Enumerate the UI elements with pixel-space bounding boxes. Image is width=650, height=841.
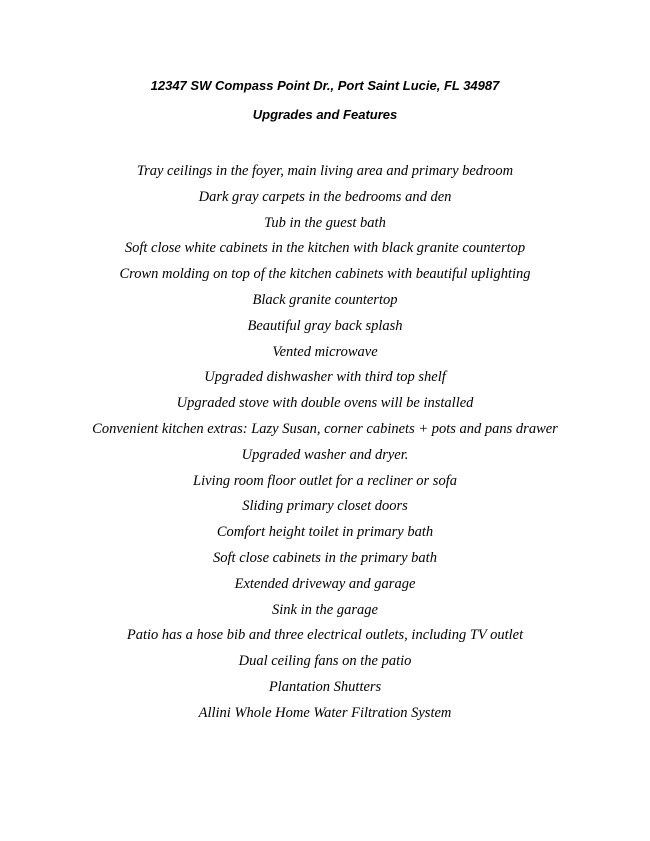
feature-item: Sliding primary closet doors [242,498,408,515]
feature-item: Soft close white cabinets in the kitchen with black granite countertop [124,240,526,257]
feature-item: Upgraded stove with double ovens will be installed [176,395,474,412]
feature-item: Sink in the garage [272,601,378,618]
feature-item: Dark gray carpets in the bedrooms and den [198,188,452,205]
feature-item: Allini Whole Home Water Filtration System [198,704,452,721]
feature-item: Soft close cabinets in the primary bath [213,549,437,566]
property-address: 12347 SW Compass Point Dr., Port Saint Lucie, FL 34987 [150,78,500,93]
feature-item: Beautiful gray back splash [247,317,403,334]
feature-item: Crown molding on top of the kitchen cabinets with beautiful uplighting [119,266,531,283]
feature-item: Black granite countertop [252,291,398,308]
feature-item: Upgraded washer and dryer. [241,446,409,463]
feature-item: Convenient kitchen extras: Lazy Susan, corner cabinets + pots and pans drawer [92,420,558,437]
features-list [0,159,650,727]
feature-item: Vented microwave [272,343,378,360]
feature-item: Tray ceilings in the foyer, main living area and primary bedroom [136,163,514,179]
feature-item: Plantation Shutters [268,678,382,695]
feature-item: Comfort height toilet in primary bath [216,524,434,541]
feature-item: Upgraded dishwasher with third top shelf [204,369,446,386]
feature-item: Dual ceiling fans on the patio [238,653,412,670]
feature-item: Extended driveway and garage [234,575,416,592]
feature-item: Tub in the guest bath [264,214,386,231]
document-subtitle: Upgrades and Features [252,107,398,122]
feature-item: Patio has a hose bib and three electrical outlets, including TV outlet [126,627,524,644]
feature-item: Living room floor outlet for a recliner or sofa [193,472,457,489]
